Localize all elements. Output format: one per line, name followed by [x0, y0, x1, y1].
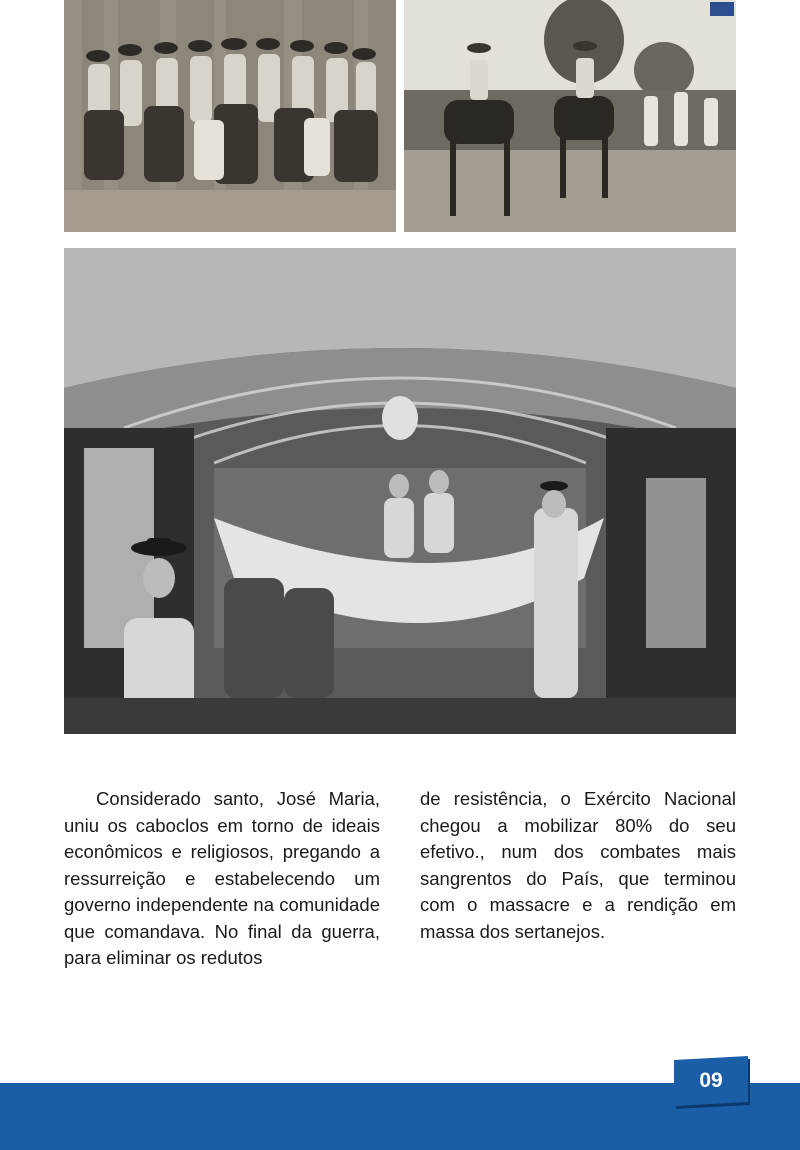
- horse-riders-photo: [404, 0, 736, 232]
- body-text-right-column: de resistência, o Exército Nacional chegou a mobilizar 80% do seu efetivo., num dos combates mais sangrentos do País, que terminou com o massacre e a rendição em massa dos sertanejos.: [420, 788, 736, 942]
- train-car-hammock-photo: [64, 248, 736, 734]
- group-of-men-photo: [64, 0, 396, 232]
- corner-badge: [710, 2, 734, 16]
- page-number: 09: [699, 1069, 723, 1092]
- body-text-left-column: Considerado santo, José Maria, uniu os caboclos em torno de ideais econômicos e religiosos, pregando a ressurreição e estabelecendo um governo independente na comunidade que comandava. No final da guerra, para eliminar os redutos: [64, 788, 380, 968]
